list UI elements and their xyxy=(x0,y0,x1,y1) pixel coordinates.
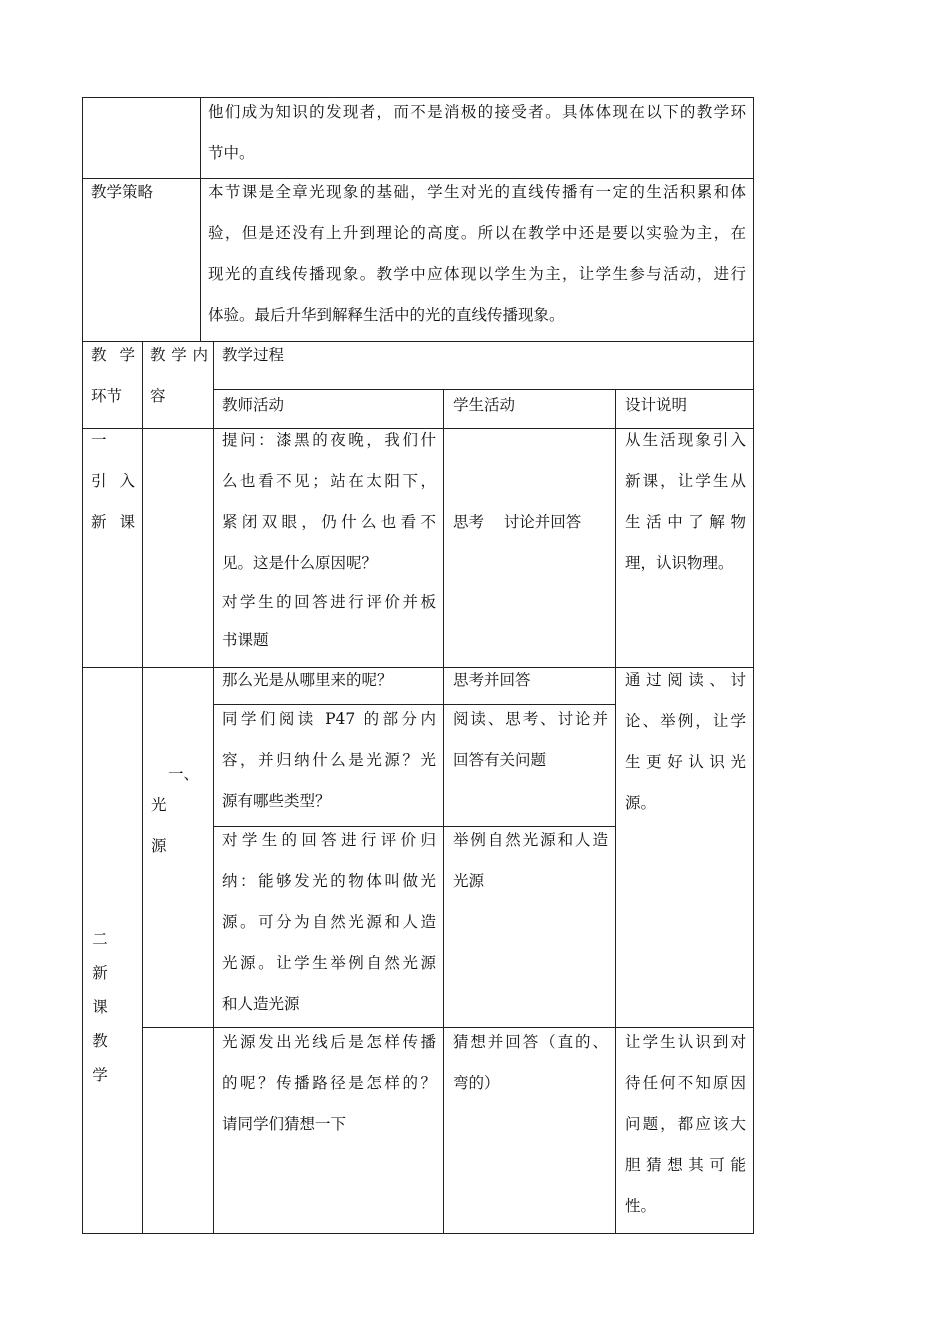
section2-content-title-char: 光 xyxy=(151,796,167,814)
text-line: 论、举例，让学 xyxy=(625,712,746,730)
section2-label-char: 教 xyxy=(92,1032,108,1050)
section2-content-title-char: 源 xyxy=(151,837,167,855)
text-line: 理，认识物理。 xyxy=(625,554,734,572)
text-line: 阅读、思考、讨论并 xyxy=(453,710,608,728)
header-process-text: 教学过程 xyxy=(222,346,285,364)
strategy-content xyxy=(208,172,746,336)
section2-row3-student xyxy=(453,820,608,902)
text-line: 光源 xyxy=(453,872,485,890)
section1-label-line: 引 入 xyxy=(91,472,135,490)
text-line: 现光的直线传播现象。教学中应体现以学生为主，让学生参与活动，进行 xyxy=(208,265,746,283)
table-border-right xyxy=(753,97,754,1234)
text-line: 纳：能够发光的物体叫做光 xyxy=(222,872,436,890)
text-line: 他们成为知识的发现者，而不是消极的接受者。具体体现在以下的教学环 xyxy=(208,103,746,121)
text-line: 么也看不见；站在太阳下， xyxy=(222,472,436,490)
section2-row2-teacher xyxy=(222,699,436,822)
header-stage-line: 环节 xyxy=(91,387,123,405)
text-line: 提问：漆黑的夜晚，我们什 xyxy=(222,431,436,449)
section2-row4-teacher xyxy=(222,1022,436,1145)
section2-row2-student xyxy=(453,699,608,781)
text-line: 书课题 xyxy=(222,631,269,649)
section1-student-text: 思考 讨论并回答 xyxy=(453,513,582,531)
table-col-divider xyxy=(615,389,616,1233)
section2-content-number-text: 一、 xyxy=(168,765,200,783)
section2-label-char: 新 xyxy=(92,964,108,982)
top-row-content xyxy=(208,92,746,174)
header-design-text: 设计说明 xyxy=(625,396,688,414)
strategy-label xyxy=(91,172,195,213)
text-line: 思考并回答 xyxy=(453,671,531,689)
section2-row4-design xyxy=(625,1022,746,1227)
table-col-divider xyxy=(213,341,214,1233)
text-line: 举例自然光源和人造 xyxy=(453,831,608,849)
text-line: 光源。让学生举例自然光源 xyxy=(222,954,436,972)
text-line: 源。 xyxy=(625,794,657,812)
text-line: 请同学们猜想一下 xyxy=(222,1115,347,1133)
text-line: 那么光是从哪里来的呢？ xyxy=(222,671,393,689)
text-line: 本节课是全章光现象的基础，学生对光的直线传播有一定的生活积累和体 xyxy=(208,183,746,201)
text-line: 生活中了解物 xyxy=(625,513,746,531)
header-content-line: 教学内 xyxy=(150,346,208,364)
text-line: 和人造光源 xyxy=(222,995,300,1013)
text-line: 对学生的回答进行评价归 xyxy=(222,831,436,849)
section2-content-title xyxy=(151,785,181,867)
header-teacher-text: 教师活动 xyxy=(222,396,285,414)
section2-row1-teacher xyxy=(222,660,436,701)
header-content-line: 容 xyxy=(150,387,166,405)
text-line: 性。 xyxy=(625,1197,657,1215)
text-line: 问题，都应该大 xyxy=(625,1115,746,1133)
header-stage xyxy=(91,335,135,417)
table-col-divider xyxy=(443,389,444,1233)
section1-student xyxy=(453,420,608,625)
text-line: 猜想并回答（直的、 xyxy=(453,1033,608,1051)
text-line: 光源发出光线后是怎样传播 xyxy=(222,1033,436,1051)
text-line: 让学生认识到对 xyxy=(625,1033,746,1051)
section2-label xyxy=(88,922,112,1092)
text-line: 通过阅读、讨 xyxy=(625,671,746,689)
section1-label xyxy=(91,420,135,543)
text-line: 见。这是什么原因呢？ xyxy=(222,554,378,572)
section2-design xyxy=(625,660,746,824)
section1-design xyxy=(625,420,746,584)
text-line: 容，并归纳什么是光源？光 xyxy=(222,751,436,769)
table-border-bottom xyxy=(82,1233,754,1234)
text-line: 待任何不知原因 xyxy=(625,1074,746,1092)
header-student-text: 学生活动 xyxy=(453,396,516,414)
text-line: 回答有关问题 xyxy=(453,751,547,769)
text-line: 体验。最后升华到解释生活中的光的直线传播现象。 xyxy=(208,306,565,324)
table-col-divider xyxy=(142,341,143,1233)
text-line: 节中。 xyxy=(208,144,255,162)
text-line: 同学们阅读 P47 的部分内 xyxy=(222,710,436,728)
text-line: 生更好认识光 xyxy=(625,753,746,771)
section1-teacher xyxy=(222,420,436,661)
text-line: 弯的） xyxy=(453,1074,500,1092)
section2-row4-student xyxy=(453,1022,608,1104)
table-col-divider xyxy=(200,97,201,341)
strategy-label-text: 教学策略 xyxy=(91,183,154,201)
text-line: 从生活现象引入 xyxy=(625,431,746,449)
text-line: 紧闭双眼，仍什么也看不 xyxy=(222,513,436,531)
section2-row3-teacher xyxy=(222,820,436,1025)
section2-label-char: 二 xyxy=(92,930,108,948)
text-line: 源有哪些类型？ xyxy=(222,792,331,810)
section2-label-char: 课 xyxy=(92,998,108,1016)
section2-row1-student xyxy=(453,660,608,701)
section1-label-line: 新 课 xyxy=(91,513,135,531)
section1-label-line: 一 xyxy=(91,431,107,449)
text-line: 验，但是还没有上升到理论的高度。所以在教学中还是要以实验为主，在 xyxy=(208,224,746,242)
table-border-left xyxy=(82,97,83,1234)
header-content xyxy=(150,335,208,417)
section2-label-char: 学 xyxy=(92,1066,108,1084)
text-line: 胆猜想其可能 xyxy=(625,1156,746,1174)
text-line: 对学生的回答进行评价并板 xyxy=(222,593,436,611)
text-line: 新课，让学生从 xyxy=(625,472,746,490)
text-line: 的呢？传播路径是怎样的？ xyxy=(222,1074,436,1092)
text-line: 源。可分为自然光源和人造 xyxy=(222,913,436,931)
header-stage-line: 教 学 xyxy=(91,346,135,364)
header-process xyxy=(222,335,522,376)
